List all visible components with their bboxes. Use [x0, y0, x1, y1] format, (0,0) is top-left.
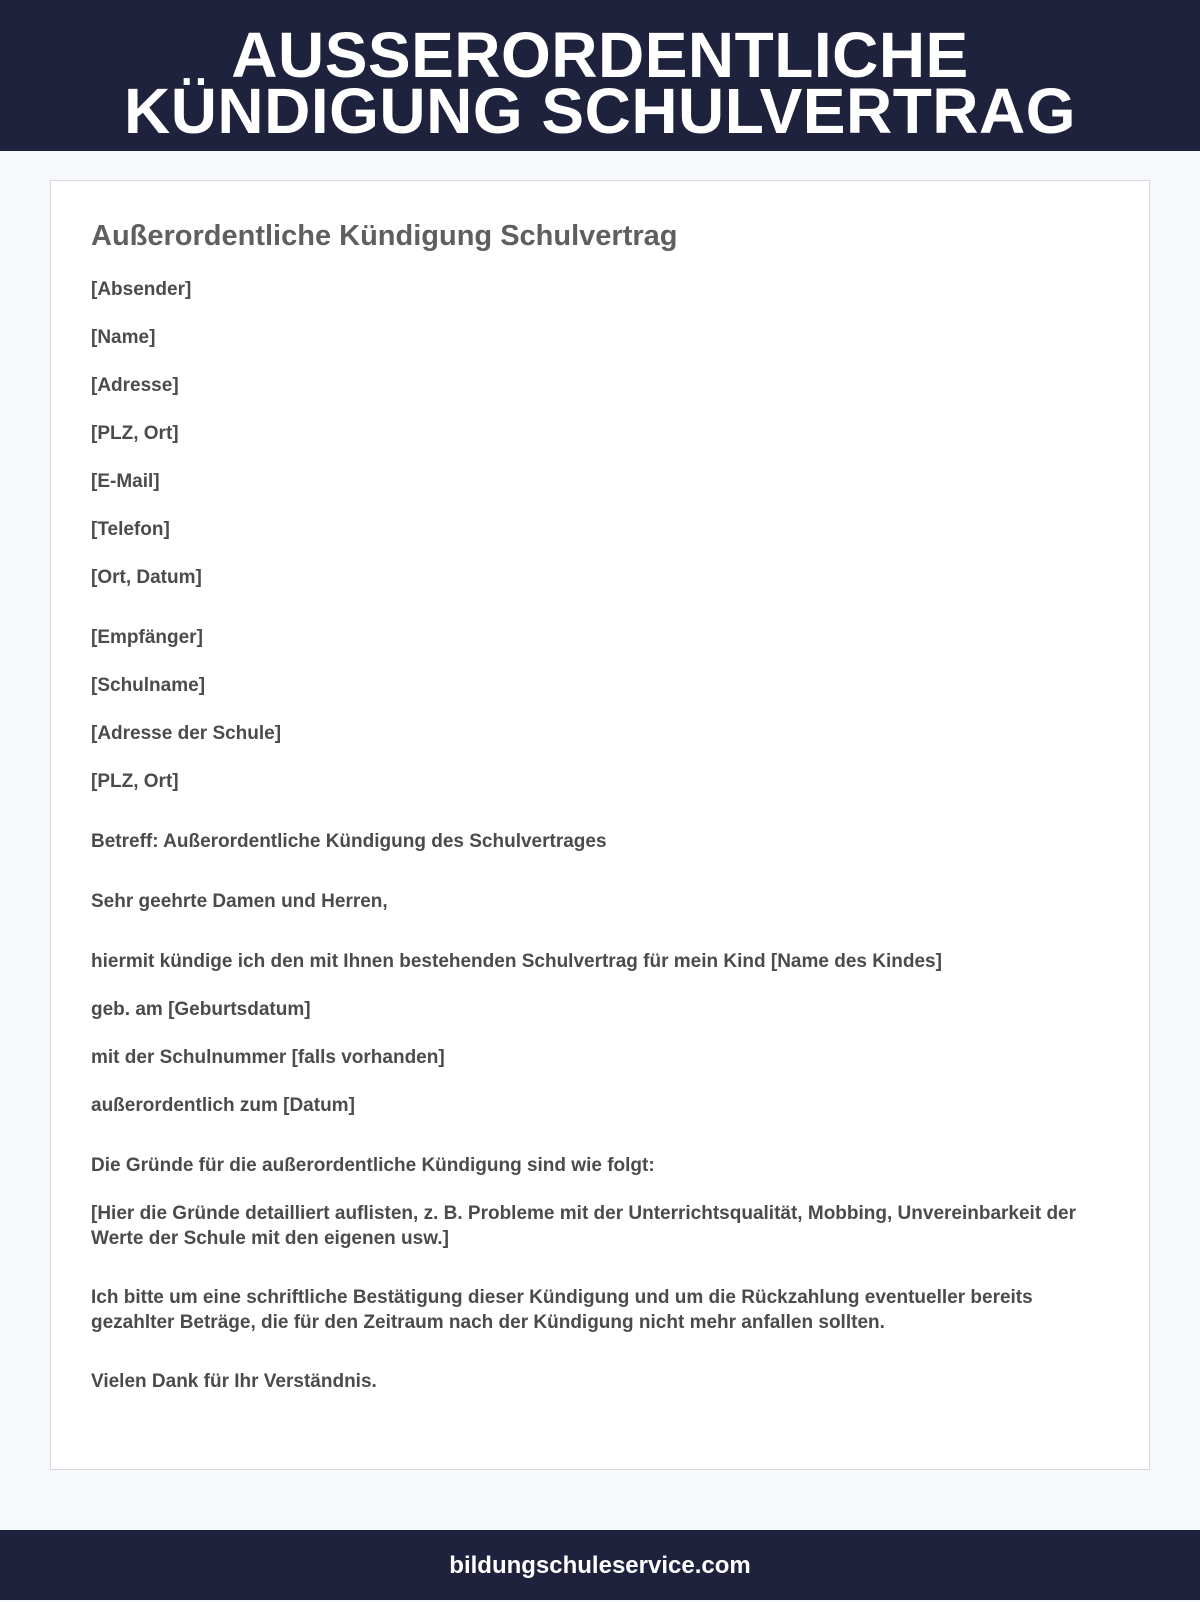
reasons-placeholder: [Hier die Gründe detailliert auflisten, z. B. Probleme mit der Unterrichtsqualität, Mobbing, Unvereinbarkeit der Werte der Schule mit den eigenen usw.]: [91, 1203, 1077, 1249]
body-line-4: außerordentlich zum [Datum]: [91, 1095, 355, 1116]
recipient-label: [Empfänger]: [91, 627, 203, 648]
subject-line: Betreff: Außerordentliche Kündigung des Schulvertrages: [91, 831, 607, 852]
closing-line: Vielen Dank für Ihr Verständnis.: [91, 1371, 377, 1392]
sender-zip-city: [PLZ, Ort]: [91, 423, 179, 444]
reasons-intro: Die Gründe für die außerordentliche Kündigung sind wie folgt:: [91, 1155, 655, 1176]
sender-place-date: [Ort, Datum]: [91, 567, 202, 588]
salutation: Sehr geehrte Damen und Herren,: [91, 891, 388, 912]
page-banner: [0, 0, 1200, 151]
banner-title-line-1: AUSSERORDENTLICHE: [231, 19, 969, 91]
sender-address: [Adresse]: [91, 375, 179, 396]
footer-site-name: bildungschuleservice.com: [449, 1552, 751, 1579]
document-title: Außerordentliche Kündigung Schulvertrag: [91, 220, 678, 252]
sender-label: [Absender]: [91, 279, 192, 300]
sender-phone: [Telefon]: [91, 519, 170, 540]
sender-name: [Name]: [91, 327, 156, 348]
sender-email: [E-Mail]: [91, 471, 160, 492]
page-footer: [0, 1530, 1200, 1600]
recipient-school-name: [Schulname]: [91, 675, 206, 696]
recipient-school-address: [Adresse der Schule]: [91, 723, 282, 744]
body-line-3: mit der Schulnummer [falls vorhanden]: [91, 1047, 445, 1068]
confirmation-request: Ich bitte um eine schriftliche Bestätigung dieser Kündigung und um die Rückzahlung eventueller bereits gezahlter Beträge, die für den Zeitraum nach der Kündigung nicht mehr anfallen sollten.: [91, 1287, 1033, 1333]
recipient-zip-city: [PLZ, Ort]: [91, 771, 179, 792]
banner-title-line-2: KÜNDIGUNG SCHULVERTRAG: [123, 75, 1077, 147]
body-line-2: geb. am [Geburtsdatum]: [91, 999, 311, 1020]
letter-card: [50, 180, 1150, 1470]
body-line-1: hiermit kündige ich den mit Ihnen bestehenden Schulvertrag für mein Kind [Name des Kindes]: [91, 951, 942, 972]
